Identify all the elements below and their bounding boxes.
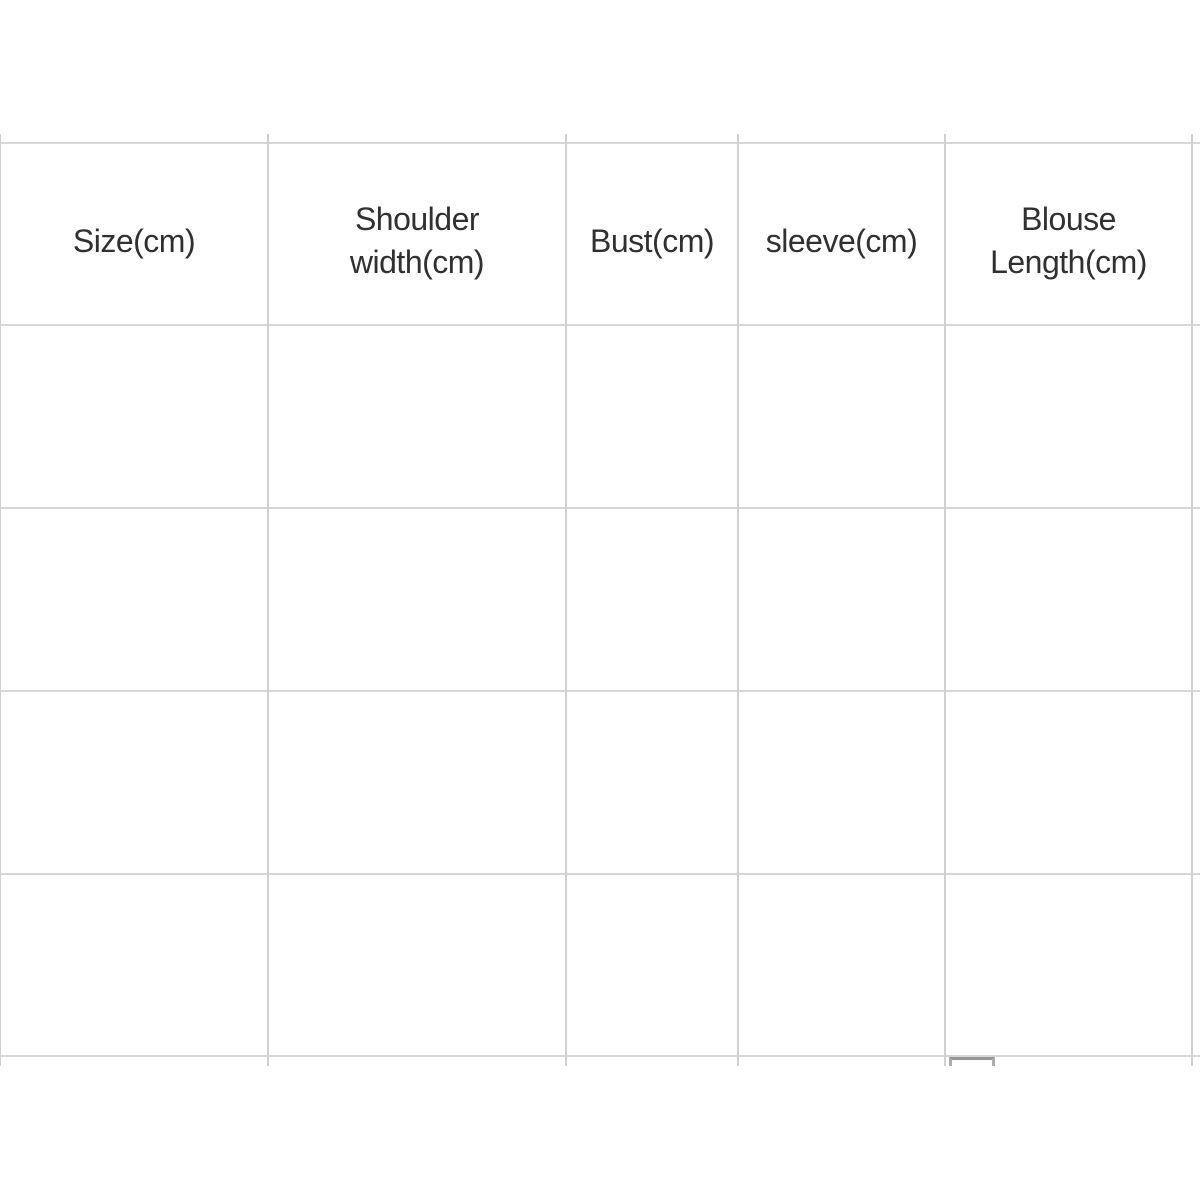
header-cell-shoulder-width	[268, 143, 566, 325]
header-cell-sleeve	[738, 143, 945, 325]
header-label-line: Length(cm)	[990, 244, 1147, 280]
header-label-line: sleeve(cm)	[765, 222, 918, 259]
header-label-line: Shoulder	[354, 201, 480, 237]
header-label-bust	[590, 220, 714, 263]
gridline-horizontal-3	[0, 690, 1200, 692]
header-label-sleeve	[766, 220, 917, 263]
cell-selection-handle	[949, 1056, 995, 1066]
gridline-horizontal-4	[0, 873, 1200, 875]
header-label-line: Blouse	[1021, 201, 1116, 237]
gridline-horizontal-2	[0, 507, 1200, 509]
header-label-line: Bust(cm)	[590, 222, 714, 259]
header-cell-bust	[566, 143, 738, 325]
header-label-blouse-length	[990, 198, 1147, 284]
header-label-line: width(cm)	[349, 244, 485, 280]
header-cell-blouse-length	[945, 143, 1192, 325]
gridline-horizontal-5	[0, 1055, 1200, 1057]
header-label-line: Size(cm)	[72, 222, 196, 259]
header-cell-size	[0, 143, 268, 325]
header-label-size	[73, 220, 195, 263]
header-label-shoulder-width	[350, 198, 484, 284]
